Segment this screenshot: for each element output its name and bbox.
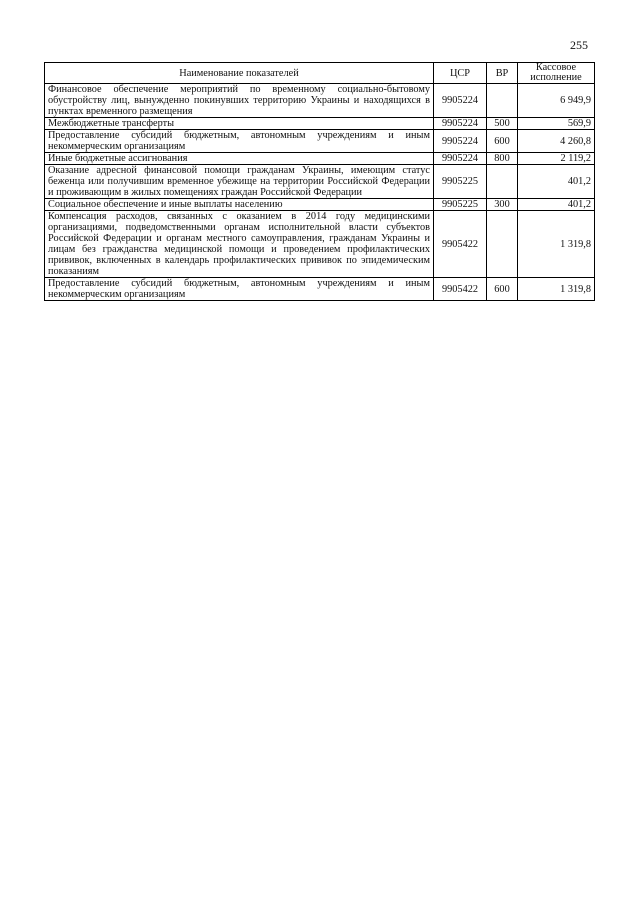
row-csr: 9905422 bbox=[434, 278, 487, 301]
row-vr: 800 bbox=[487, 153, 518, 165]
row-csr: 9905224 bbox=[434, 130, 487, 153]
row-vr: 300 bbox=[487, 199, 518, 211]
table-row bbox=[45, 211, 595, 278]
table-header-row bbox=[45, 63, 595, 84]
row-amount: 1 319,8 bbox=[518, 211, 595, 278]
row-csr: 9905225 bbox=[434, 165, 487, 199]
page-number: 255 bbox=[570, 38, 588, 52]
row-amount: 4 260,8 bbox=[518, 130, 595, 153]
row-csr: 9905422 bbox=[434, 211, 487, 278]
row-name: Иные бюджетные ассигнования bbox=[45, 153, 434, 165]
row-vr bbox=[487, 165, 518, 199]
row-vr: 600 bbox=[487, 130, 518, 153]
row-csr: 9905225 bbox=[434, 199, 487, 211]
row-csr: 9905224 bbox=[434, 84, 487, 118]
row-name: Межбюджетные трансферты bbox=[45, 118, 434, 130]
table-row bbox=[45, 84, 595, 118]
budget-table bbox=[44, 62, 595, 301]
header-name: Наименование показателей bbox=[45, 63, 434, 84]
row-name: Предоставление субсидий бюджетным, автономным учреждениям и иным некоммерческим организациям bbox=[45, 278, 434, 301]
row-csr: 9905224 bbox=[434, 118, 487, 130]
table-row bbox=[45, 153, 595, 165]
row-name: Предоставление субсидий бюджетным, автономным учреждениям и иным некоммерческим организациям bbox=[45, 130, 434, 153]
table-row bbox=[45, 278, 595, 301]
row-vr: 500 bbox=[487, 118, 518, 130]
row-amount: 401,2 bbox=[518, 165, 595, 199]
row-name: Оказание адресной финансовой помощи гражданам Украины, имеющим статус беженца или получившим временное убежище на территории Российской Федерации и проживающим в жилых помещениях граждан Российской Федерации bbox=[45, 165, 434, 199]
row-vr bbox=[487, 211, 518, 278]
table-row bbox=[45, 199, 595, 211]
row-name: Социальное обеспечение и иные выплаты населению bbox=[45, 199, 434, 211]
header-amount: Кассовое исполнение bbox=[518, 63, 595, 84]
row-vr bbox=[487, 84, 518, 118]
table-row bbox=[45, 118, 595, 130]
row-amount: 569,9 bbox=[518, 118, 595, 130]
row-name: Финансовое обеспечение мероприятий по временному социально-бытовому обустройству лиц, вынужденно покинувших территорию Украины и находящихся в пунктах временного размещения bbox=[45, 84, 434, 118]
row-amount: 1 319,8 bbox=[518, 278, 595, 301]
row-amount: 401,2 bbox=[518, 199, 595, 211]
table-row bbox=[45, 130, 595, 153]
row-csr: 9905224 bbox=[434, 153, 487, 165]
row-name: Компенсация расходов, связанных с оказанием в 2014 году медицинскими организациями, подведомственными органам исполнительной власти субъектов Российской Федерации и органам местного самоуправления, гражданам Украины и лицам без гражданства медицинской помощи и проведением профилактических прививок, включенных в календарь профилактических прививок по эпидемическим показаниям bbox=[45, 211, 434, 278]
header-csr: ЦСР bbox=[434, 63, 487, 84]
row-vr: 600 bbox=[487, 278, 518, 301]
table-row bbox=[45, 165, 595, 199]
row-amount: 2 119,2 bbox=[518, 153, 595, 165]
header-vr: ВР bbox=[487, 63, 518, 84]
row-amount: 6 949,9 bbox=[518, 84, 595, 118]
